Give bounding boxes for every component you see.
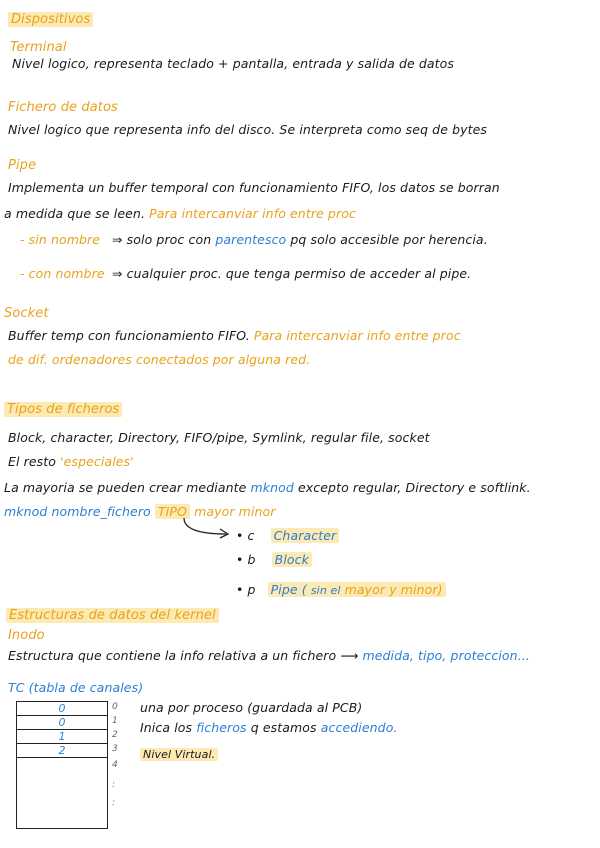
socket-text-line1	[8, 328, 461, 343]
tipo-option-c-value: Character	[271, 528, 340, 543]
mknod-syntax-cmd: mknod nombre_fichero	[4, 504, 151, 519]
pipe-con-nombre-label: - con nombre	[20, 266, 105, 281]
pipe-sin-text-parentesco: parentesco	[215, 232, 287, 247]
nivel-virtual: Nivel Virtual.	[140, 748, 218, 761]
pipe-text-line2-black: a medida que se leen.	[4, 206, 146, 221]
tipos-resto-b: 'especiales'	[60, 454, 134, 469]
tc-note-2c: q estamos	[250, 720, 317, 735]
pipe-title: Pipe	[8, 158, 37, 173]
tipo-option-b-value: Block	[272, 552, 312, 567]
pipe-sin-nombre-label: - sin nombre	[20, 232, 101, 247]
pipe-sin-text-c: pq solo accesible por herencia.	[290, 232, 488, 247]
terminal-title: Terminal	[10, 40, 67, 55]
pipe-text-line1: Implementa un buffer temporal con funcionamiento FIFO, los datos se borran	[8, 180, 500, 195]
mknod-syntax-tipo: TIPO	[155, 504, 190, 519]
tc-index: 0	[112, 702, 118, 712]
tc-note-2b: ficheros	[196, 720, 247, 735]
tipo-option-p	[236, 582, 446, 597]
inodo-text-main: Estructura que contiene la info relativa a un fichero	[8, 648, 337, 663]
tipos-mayoria-c: excepto regular, Directory e softlink.	[297, 480, 531, 495]
tc-index: :	[112, 780, 116, 790]
tipos-resto-a: El resto	[8, 454, 57, 469]
tipo-option-c-key: • c	[236, 528, 255, 543]
tipos-ficheros-title: Tipos de ficheros	[4, 402, 122, 417]
tc-table-row: 0	[17, 702, 107, 716]
tc-table-row: 0	[17, 716, 107, 730]
implies-arrow-icon: ⇒	[112, 232, 123, 247]
tc-index: 4	[112, 760, 118, 770]
tipos-resto	[8, 454, 134, 469]
tc-index: 1	[112, 716, 118, 726]
kernel-title: Estructuras de datos del kernel	[6, 608, 219, 623]
tipo-option-b-key: • b	[236, 552, 256, 567]
fichero-datos-title: Fichero de datos	[8, 100, 118, 115]
tc-table-row: 1	[17, 730, 107, 744]
inodo-text	[8, 648, 530, 663]
tc-title: TC (tabla de canales)	[8, 680, 144, 695]
tc-table	[16, 701, 108, 829]
tipos-mayoria	[4, 480, 531, 495]
tipo-option-b	[236, 552, 312, 567]
fichero-datos-text: Nivel logico que representa info del disco. Se interpreta como seq de bytes	[8, 122, 488, 137]
inodo-title: Inodo	[8, 628, 45, 643]
tc-note-2	[140, 720, 398, 735]
tipos-mayoria-a: La mayoria se pueden crear mediante	[4, 480, 247, 495]
mknod-syntax-mayor-minor: mayor minor	[194, 504, 276, 519]
tipo-option-p-value: Pipe (	[270, 582, 307, 597]
tc-index: 3	[112, 744, 118, 754]
pipe-text-line2-orange: Para intercanviar info entre proc	[149, 206, 356, 221]
terminal-text: Nivel logico, representa teclado + pantalla, entrada y salida de datos	[12, 56, 455, 71]
tc-note-1: una por proceso (guardada al PCB)	[140, 700, 363, 715]
tc-index: :	[112, 798, 116, 808]
socket-title: Socket	[4, 306, 49, 321]
implies-arrow-icon: ⇒	[112, 266, 123, 281]
tc-index: 2	[112, 730, 118, 740]
pipe-con-nombre-text	[112, 266, 471, 281]
tipo-option-p-sin: sin el	[310, 584, 341, 597]
pipe-sin-text-a: solo proc con	[126, 232, 212, 247]
tipo-option-p-rest: mayor y minor)	[344, 582, 443, 597]
tipo-option-c	[236, 528, 339, 543]
socket-text-line2: de dif. ordenadores conectados por alguna red.	[8, 352, 311, 367]
tc-table-row	[17, 758, 107, 830]
curved-arrow-icon	[180, 516, 236, 540]
tipos-mayoria-mknod: mknod	[250, 480, 294, 495]
inodo-attrs: medida, tipo, proteccion...	[362, 648, 530, 663]
pipe-sin-nombre-text	[112, 232, 488, 247]
tipo-option-p-key: • p	[236, 582, 256, 597]
socket-text-line1-black: Buffer temp con funcionamiento FIFO.	[8, 328, 250, 343]
dispositivos-title: Dispositivos	[8, 12, 93, 27]
right-arrow-icon: ⟶	[340, 648, 359, 663]
pipe-con-text: cualquier proc. que tenga permiso de acceder al pipe.	[126, 266, 472, 281]
tipos-list: Block, character, Directory, FIFO/pipe, Symlink, regular file, socket	[8, 430, 430, 445]
tc-note-2d: accediendo.	[320, 720, 398, 735]
pipe-text-line2	[4, 206, 356, 221]
tc-note-2a: Inica los	[140, 720, 193, 735]
tc-table-row: 2	[17, 744, 107, 758]
socket-text-line1-orange: Para intercanviar info entre proc	[253, 328, 461, 343]
